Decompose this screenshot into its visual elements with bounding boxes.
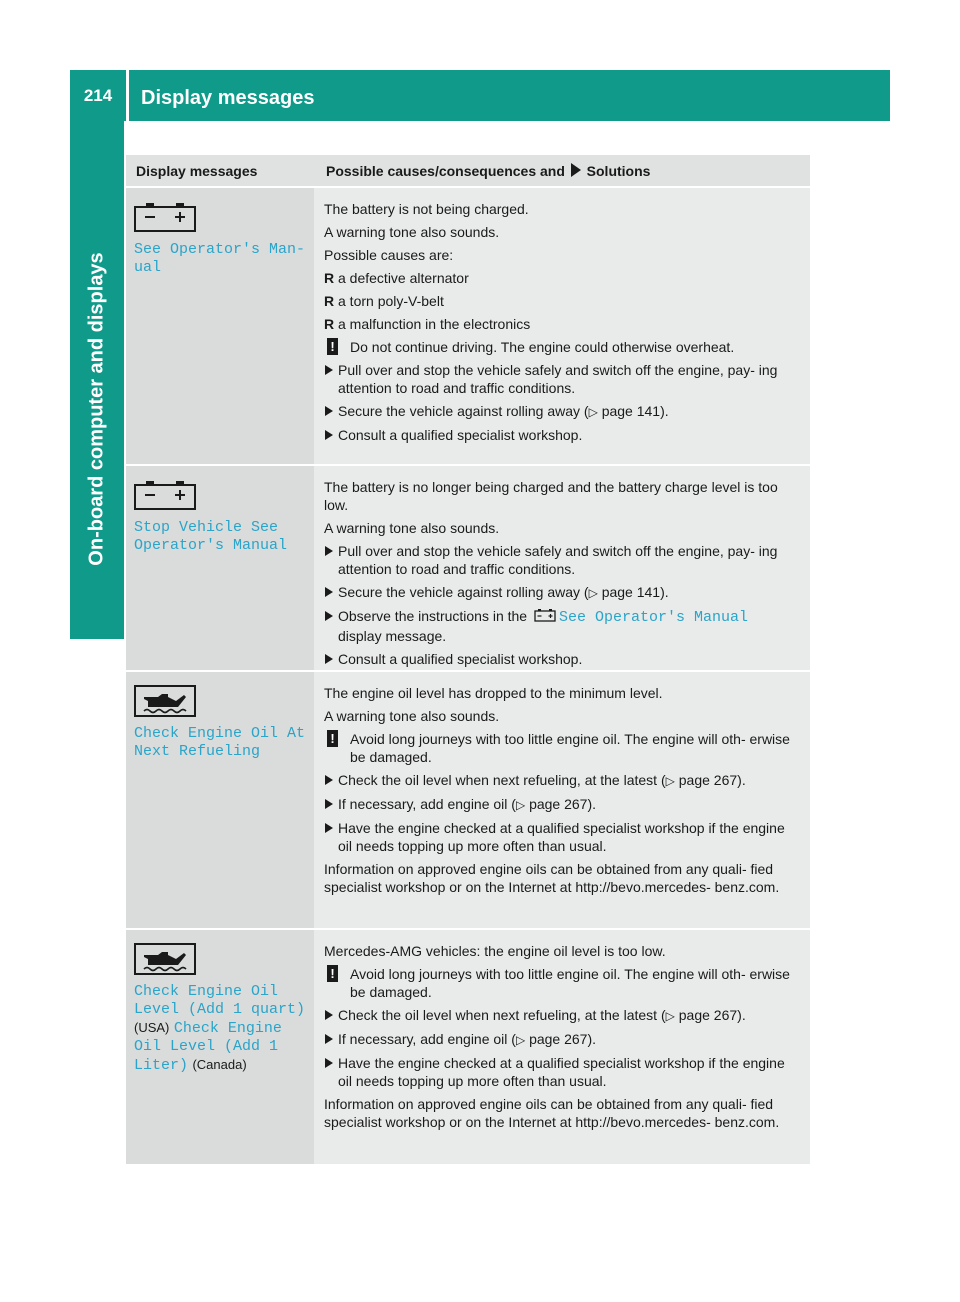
page-ref-link[interactable]: page 267).	[529, 1031, 597, 1047]
causes-cell	[314, 188, 810, 464]
page-ref-icon: ▷	[665, 774, 675, 788]
paragraph: Possible causes are:	[324, 247, 454, 263]
step-item	[324, 771, 802, 790]
display-message-text: Check Engine Oil At	[134, 725, 306, 742]
step-text: display message.	[338, 628, 447, 644]
step-item	[324, 1006, 802, 1025]
header-divider	[126, 70, 129, 121]
display-cell	[126, 930, 314, 1164]
warning-text: Avoid long journeys with too little engine oil. The engine will oth‐ erwise be damaged.	[350, 731, 790, 765]
bullet-marker: R	[324, 316, 335, 332]
display-message-text: ual	[134, 259, 162, 276]
table-row	[126, 186, 810, 464]
step-item	[324, 426, 802, 444]
display-cell	[126, 188, 314, 464]
step-item	[324, 607, 802, 645]
arrow-icon	[571, 163, 581, 177]
step-arrow-icon	[325, 1034, 333, 1044]
display-message-text: Liter)	[134, 1057, 189, 1074]
bullet-marker: R	[324, 270, 335, 286]
bullet-text: a torn poly-V-belt	[338, 293, 444, 309]
step-text: If necessary, add engine oil (	[338, 796, 516, 812]
step-arrow-icon	[325, 823, 333, 833]
warning-text: Do not continue driving. The engine could otherwise overheat.	[350, 339, 735, 355]
bullet-marker: R	[324, 293, 335, 309]
step-text: Check the oil level when next refueling, at the latest (	[338, 1007, 666, 1023]
step-arrow-icon	[325, 406, 333, 416]
step-arrow-icon	[325, 775, 333, 785]
step-text: Check the oil level when next refueling, at the latest (	[338, 772, 666, 788]
table-row	[126, 928, 810, 1164]
step-item	[324, 402, 802, 421]
step-item	[324, 795, 802, 814]
side-tab-label: On-board computer and displays	[85, 252, 108, 566]
warning-icon: !	[327, 730, 338, 747]
display-message-text: Level (Add 1 quart)	[134, 1001, 306, 1018]
region-label: (Canada)	[192, 1057, 247, 1072]
col-header-causes	[314, 163, 810, 179]
paragraph: Information on approved engine oils can be obtained from any quali‐ fied specialist workshop or on the Internet at http://bevo.mercedes- benz.com.	[324, 1096, 780, 1130]
paragraph: A warning tone also sounds.	[324, 520, 500, 536]
bullet-item	[324, 292, 802, 310]
step-text: Have the engine checked at a qualified specialist workshop if the engine oil needs topping up more often than usual.	[338, 820, 785, 854]
page-ref-link[interactable]: page 267).	[678, 772, 746, 788]
display-message-text: Check Engine Oil	[134, 983, 279, 1000]
display-cell	[126, 466, 314, 670]
step-arrow-icon	[325, 611, 333, 621]
battery-icon	[134, 201, 198, 233]
step-text: Secure the vehicle against rolling away (	[338, 403, 589, 419]
battery-icon	[134, 479, 198, 511]
battery-icon	[534, 608, 556, 622]
display-message-text: Next Refueling	[134, 743, 261, 760]
causes-cell	[314, 672, 810, 928]
page-ref-link[interactable]: page 141).	[601, 584, 669, 600]
step-text: Consult a qualified specialist workshop.	[338, 651, 583, 667]
table-row	[126, 670, 810, 928]
page-ref-link[interactable]: page 141).	[601, 403, 669, 419]
step-text: Pull over and stop the vehicle safely and switch off the engine, pay‐ ing attention to road and traffic conditions.	[338, 543, 778, 577]
display-message-text: Operator's Manual	[134, 537, 288, 554]
page-ref-link[interactable]: page 267).	[678, 1007, 746, 1023]
warning-note	[324, 965, 802, 1001]
region-label: (USA)	[134, 1020, 170, 1035]
step-text: Secure the vehicle against rolling away (	[338, 584, 589, 600]
paragraph: A warning tone also sounds.	[324, 224, 500, 240]
step-arrow-icon	[325, 1058, 333, 1068]
display-line	[134, 1056, 306, 1075]
bullet-text: a defective alternator	[338, 270, 469, 286]
col-header-causes-text: Possible causes/consequences and	[326, 162, 565, 179]
page-number: 214	[83, 86, 113, 105]
step-arrow-icon	[325, 430, 333, 440]
display-line	[134, 1019, 306, 1038]
step-item	[324, 1030, 802, 1049]
warning-text: Avoid long journeys with too little engine oil. The engine will oth‐ erwise be damaged.	[350, 966, 790, 1000]
warning-note	[324, 730, 802, 766]
table-header	[126, 155, 810, 186]
oil-can-icon	[134, 685, 198, 717]
page-ref-icon: ▷	[515, 798, 526, 812]
display-messages-table	[126, 155, 810, 1164]
page-title: Display messages	[141, 87, 315, 109]
paragraph: The engine oil level has dropped to the minimum level.	[324, 685, 663, 701]
step-arrow-icon	[325, 546, 333, 556]
oil-can-icon	[134, 943, 198, 975]
col-header-solutions-text: Solutions	[586, 162, 651, 179]
step-arrow-icon	[325, 654, 333, 664]
step-arrow-icon	[325, 587, 333, 597]
table-row	[126, 464, 810, 670]
warning-icon: !	[327, 338, 338, 355]
step-arrow-icon	[325, 365, 333, 375]
bullet-text: a malfunction in the electronics	[338, 316, 531, 332]
causes-cell	[314, 466, 810, 670]
display-message-text: See Operator's Manual	[559, 609, 749, 626]
step-item	[324, 583, 802, 602]
step-item	[324, 361, 802, 397]
page-ref-icon: ▷	[665, 1009, 675, 1023]
bullet-item	[324, 315, 802, 333]
step-arrow-icon	[325, 799, 333, 809]
display-message-text: Oil Level (Add 1	[134, 1038, 279, 1055]
display-message-text: See Operator's Man‐	[134, 241, 306, 258]
step-text: If necessary, add engine oil (	[338, 1031, 516, 1047]
display-message-text: Stop Vehicle See	[134, 519, 279, 536]
page-ref-link[interactable]: page 267).	[529, 796, 597, 812]
step-text: Observe the instructions in the	[338, 608, 528, 624]
step-item	[324, 819, 802, 855]
display-message-text: Check Engine	[173, 1020, 282, 1037]
warning-icon: !	[327, 965, 338, 982]
paragraph: Mercedes-AMG vehicles: the engine oil level is too low.	[324, 943, 666, 959]
paragraph: A warning tone also sounds.	[324, 708, 500, 724]
paragraph: The battery is no longer being charged and the battery charge level is too low.	[324, 479, 778, 513]
page-ref-icon: ▷	[588, 586, 598, 600]
step-item	[324, 1054, 802, 1090]
step-text: Pull over and stop the vehicle safely and switch off the engine, pay‐ ing attention to road and traffic conditions.	[338, 362, 778, 396]
step-item	[324, 650, 802, 668]
page-ref-icon: ▷	[515, 1033, 526, 1047]
warning-note	[324, 338, 802, 356]
paragraph: Information on approved engine oils can be obtained from any quali‐ fied specialist workshop or on the Internet at http://bevo.mercedes- benz.com.	[324, 861, 780, 895]
bullet-item	[324, 269, 802, 287]
step-text: Consult a qualified specialist workshop.	[338, 427, 583, 443]
paragraph: The battery is not being charged.	[324, 201, 529, 217]
step-text: Have the engine checked at a qualified specialist workshop if the engine oil needs topping up more often than usual.	[338, 1055, 785, 1089]
col-header-display-messages: Display messages	[136, 162, 258, 179]
page-ref-icon: ▷	[588, 405, 598, 419]
causes-cell	[314, 930, 810, 1164]
display-cell	[126, 672, 314, 928]
step-item	[324, 542, 802, 578]
step-arrow-icon	[325, 1010, 333, 1020]
